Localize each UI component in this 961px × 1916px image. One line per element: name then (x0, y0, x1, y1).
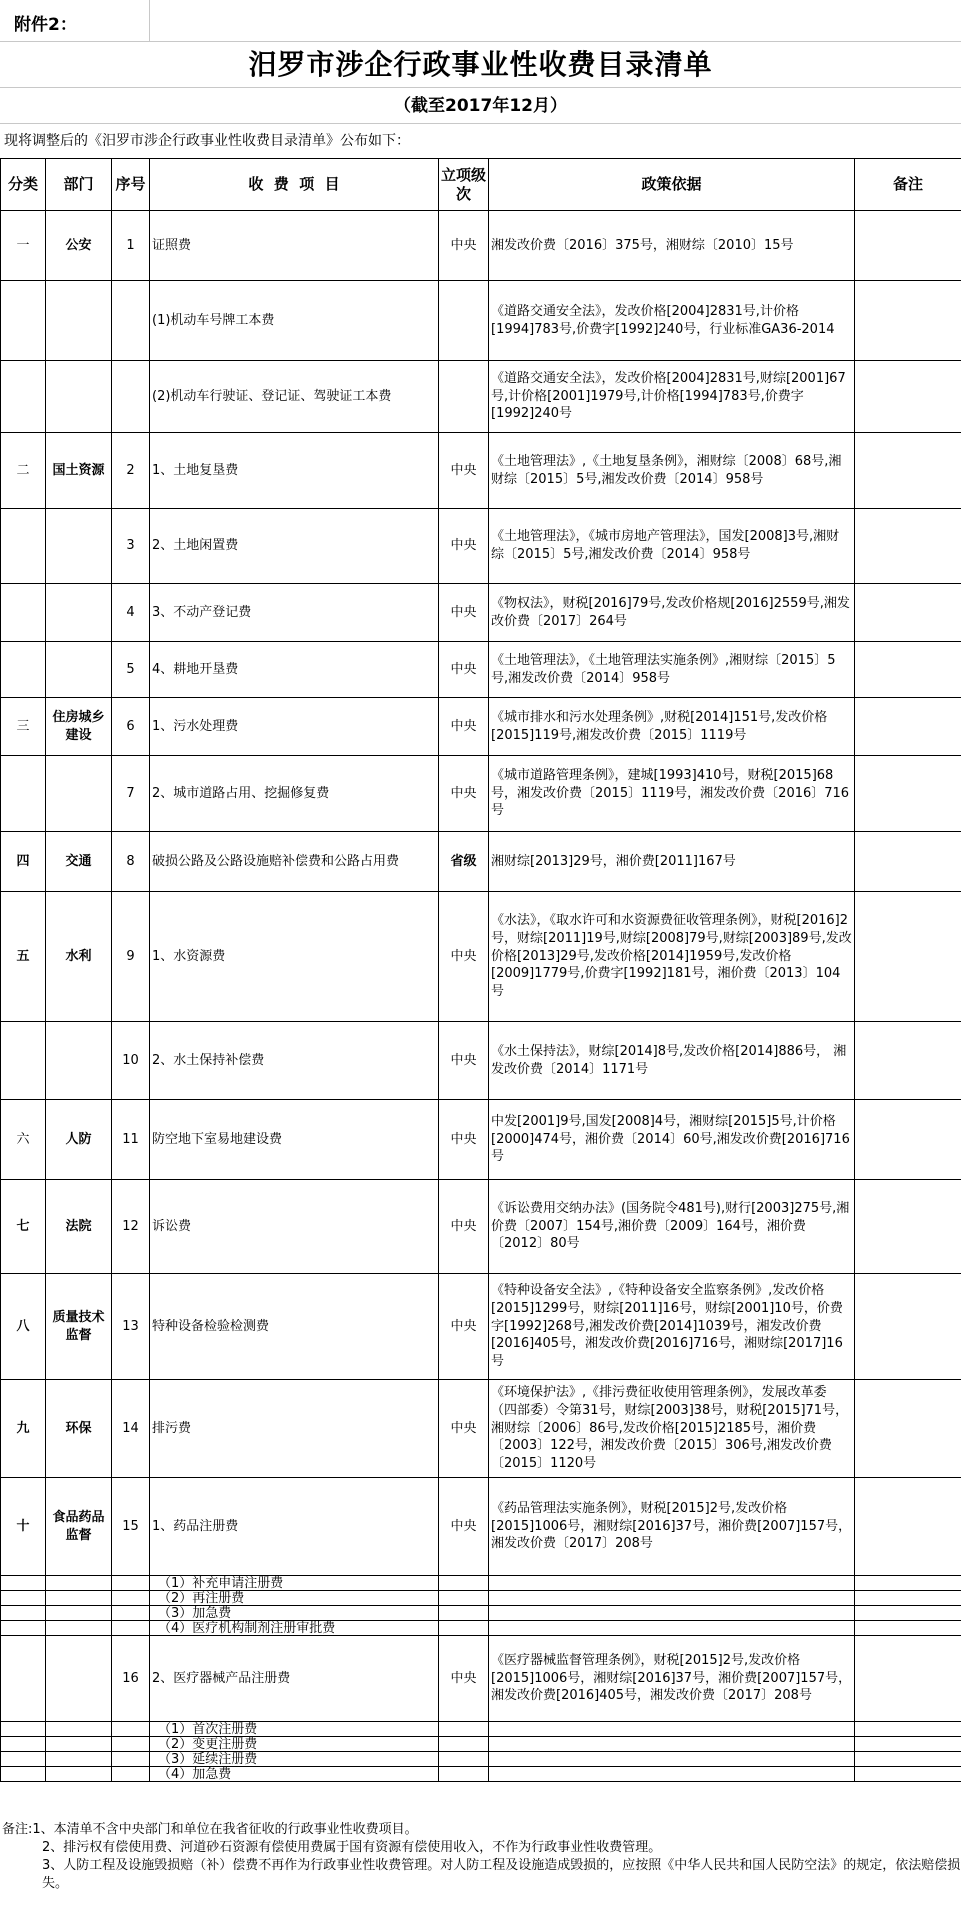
category-cell (1, 756, 46, 832)
policy-basis-cell (489, 1606, 855, 1621)
note-cell (855, 1737, 961, 1752)
note-cell (855, 1752, 961, 1767)
footnote-2: 2、排污权有偿使用费、河道砂石资源有偿使用费属于国有资源有偿使用收入，不作为行政事业性收费管理。 (42, 1840, 662, 1855)
department-cell (46, 1767, 112, 1782)
fee-item-cell: 防空地下室易地建设费 (150, 1100, 439, 1180)
note-cell (855, 1722, 961, 1737)
department-cell: 公安 (46, 211, 112, 281)
header-seq: 序号 (112, 159, 150, 211)
note-cell (855, 756, 961, 832)
table-row (1, 756, 961, 832)
table-row (1, 584, 961, 642)
level-cell: 中央 (439, 1636, 489, 1722)
seq-cell (112, 1752, 150, 1767)
fee-item-cell: 2、土地闲置费 (150, 509, 439, 584)
note-cell (855, 698, 961, 756)
department-cell (46, 1737, 112, 1752)
department-cell (46, 1591, 112, 1606)
header-department: 部门 (46, 159, 112, 211)
table-row (1, 281, 961, 361)
table-row (1, 1621, 961, 1636)
level-cell (439, 1737, 489, 1752)
document-title: 汨罗市涉企行政事业性收费目录清单 (0, 42, 961, 88)
header-basis: 政策依据 (489, 159, 855, 211)
department-cell (46, 1022, 112, 1100)
fee-item-cell: (2)机动车行驶证、登记证、驾驶证工本费 (150, 361, 439, 433)
seq-cell (112, 1737, 150, 1752)
category-cell (1, 1636, 46, 1722)
policy-basis-cell: 湘发改价费〔2016〕375号，湘财综〔2010〕15号 (489, 211, 855, 281)
department-cell (46, 281, 112, 361)
note-cell (855, 211, 961, 281)
policy-basis-cell (489, 1621, 855, 1636)
table-row (1, 361, 961, 433)
policy-basis-cell: 《水土保持法》，财综[2014]8号,发改价格[2014]886号， 湘发改价费〔2014〕1171号 (489, 1022, 855, 1100)
level-cell: 中央 (439, 698, 489, 756)
policy-basis-cell: 《道路交通安全法》，发改价格[2004]2831号,计价格[1994]783号,价费字[1992]240号，行业标准GA36-2014 (489, 281, 855, 361)
category-cell: 一 (1, 211, 46, 281)
department-cell: 住房城乡建设 (46, 698, 112, 756)
note-cell (855, 832, 961, 892)
category-cell: 五 (1, 892, 46, 1022)
table-row (1, 892, 961, 1022)
department-cell: 环保 (46, 1380, 112, 1478)
level-cell: 中央 (439, 1100, 489, 1180)
seq-cell: 15 (112, 1478, 150, 1576)
level-cell: 中央 (439, 1478, 489, 1576)
fee-item-cell: 特种设备检验检测费 (150, 1274, 439, 1380)
seq-cell: 11 (112, 1100, 150, 1180)
fee-item-cell: （1）补充申请注册费 (150, 1576, 439, 1591)
header-level: 立项级次 (439, 159, 489, 211)
department-cell: 质量技术监督 (46, 1274, 112, 1380)
category-cell: 二 (1, 433, 46, 509)
fee-catalog-table (0, 158, 961, 1782)
policy-basis-cell: 《医疗器械监督管理条例》，财税[2015]2号,发改价格[2015]1006号，湘财综[2016]37号，湘价费[2007]157号，湘发改价费[2016]405号，湘发改价费〔2017〕208号 (489, 1636, 855, 1722)
header-note: 备注 (855, 159, 961, 211)
table-row (1, 1737, 961, 1752)
table-row (1, 1022, 961, 1100)
policy-basis-cell: 《药品管理法实施条例》，财税[2015]2号,发改价格[2015]1006号，湘财综[2016]37号，湘价费[2007]157号，湘发改价费〔2017〕208号 (489, 1478, 855, 1576)
fee-item-cell: 3、不动产登记费 (150, 584, 439, 642)
department-cell (46, 756, 112, 832)
fee-item-cell: （3）延续注册费 (150, 1752, 439, 1767)
seq-cell (112, 1722, 150, 1737)
level-cell: 中央 (439, 892, 489, 1022)
level-cell (439, 1606, 489, 1621)
seq-cell (112, 1767, 150, 1782)
note-cell (855, 892, 961, 1022)
fee-item-cell: 1、药品注册费 (150, 1478, 439, 1576)
department-cell: 食品药品监督 (46, 1478, 112, 1576)
department-cell (46, 1621, 112, 1636)
seq-cell: 14 (112, 1380, 150, 1478)
policy-basis-cell (489, 1576, 855, 1591)
policy-basis-cell: 中发[2001]9号,国发[2008]4号，湘财综[2015]5号,计价格[2000]474号，湘价费〔2014〕60号,湘发改价费[2016]716号 (489, 1100, 855, 1180)
level-cell (439, 1767, 489, 1782)
policy-basis-cell: 《水法》，《取水许可和水资源费征收管理条例》，财税[2016]2号，财综[2011]19号,财综[2008]79号,财综[2003]89号,发改价格[2013]29号,发改价格[2014]1959号,发改价格[2009]1779号,价费字[1992]181号，湘价费〔2013〕104号 (489, 892, 855, 1022)
table-row (1, 509, 961, 584)
note-cell (855, 1274, 961, 1380)
fee-item-cell: 1、水资源费 (150, 892, 439, 1022)
policy-basis-cell (489, 1767, 855, 1782)
category-cell: 三 (1, 698, 46, 756)
level-cell: 中央 (439, 1380, 489, 1478)
policy-basis-cell: 《土地管理法》，《城市房地产管理法》，国发[2008]3号,湘财综〔2015〕5号,湘发改价费〔2014〕958号 (489, 509, 855, 584)
fee-item-cell: （2）变更注册费 (150, 1737, 439, 1752)
policy-basis-cell: 湘财综[2013]29号，湘价费[2011]167号 (489, 832, 855, 892)
level-cell (439, 361, 489, 433)
note-cell (855, 1380, 961, 1478)
note-cell (855, 1591, 961, 1606)
category-cell: 四 (1, 832, 46, 892)
policy-basis-cell: 《特种设备安全法》,《特种设备安全监察条例》,发改价格[2015]1299号，财综[2011]16号，财综[2001]10号，价费字[1992]268号,湘发改价费[2014]1039号，湘发改价费[2016]405号，湘发改价费[2016]716号，湘财综[2017]16号 (489, 1274, 855, 1380)
note-cell (855, 1022, 961, 1100)
seq-cell: 2 (112, 433, 150, 509)
category-cell (1, 584, 46, 642)
seq-cell: 5 (112, 642, 150, 698)
level-cell (439, 1621, 489, 1636)
category-cell (1, 1606, 46, 1621)
category-cell (1, 642, 46, 698)
level-cell (439, 1722, 489, 1737)
note-cell (855, 1180, 961, 1274)
note-cell (855, 1606, 961, 1621)
table-row (1, 832, 961, 892)
department-cell (46, 642, 112, 698)
fee-item-cell: （3）加急费 (150, 1606, 439, 1621)
category-cell: 八 (1, 1274, 46, 1380)
note-cell (855, 361, 961, 433)
level-cell: 中央 (439, 1180, 489, 1274)
policy-basis-cell: 《环境保护法》,《排污费征收使用管理条例》，发展改革委（四部委）令第31号，财综[2003]38号，财税[2015]71号， 湘财综〔2006〕86号,发改价格[2015]2185号，湘价费〔2003〕122号，湘发改价费〔2015〕306号,湘发改价费〔2015〕1120号 (489, 1380, 855, 1478)
level-cell (439, 281, 489, 361)
category-cell (1, 281, 46, 361)
category-cell: 九 (1, 1380, 46, 1478)
category-cell (1, 1022, 46, 1100)
document-subtitle: （截至2017年12月） (0, 88, 961, 124)
note-cell (855, 1636, 961, 1722)
cell-divider (149, 0, 150, 42)
note-cell (855, 1767, 961, 1782)
fee-item-cell: （4）加急费 (150, 1767, 439, 1782)
fee-item-cell: 2、水土保持补偿费 (150, 1022, 439, 1100)
fee-item-cell: （4）医疗机构制剂注册审批费 (150, 1621, 439, 1636)
note-cell (855, 281, 961, 361)
fee-item-cell: 2、医疗器械产品注册费 (150, 1636, 439, 1722)
table-row (1, 1591, 961, 1606)
policy-basis-cell: 《土地管理法》，《土地管理法实施条例》,湘财综〔2015〕5号,湘发改价费〔2014〕958号 (489, 642, 855, 698)
category-cell (1, 1722, 46, 1737)
note-cell (855, 1100, 961, 1180)
policy-basis-cell (489, 1737, 855, 1752)
policy-basis-cell: 《诉讼费用交纳办法》(国务院令481号),财行[2003]275号,湘价费〔2007〕154号,湘价费〔2009〕164号，湘价费〔2012〕80号 (489, 1180, 855, 1274)
attachment-label: 附件2： (14, 15, 77, 35)
intro-text: 现将调整后的《汨罗市涉企行政事业性收费目录清单》公布如下： (4, 133, 410, 149)
department-cell (46, 361, 112, 433)
table-row (1, 1274, 961, 1380)
department-cell (46, 584, 112, 642)
note-cell (855, 1478, 961, 1576)
table-row (1, 1180, 961, 1274)
seq-cell (112, 361, 150, 433)
level-cell: 中央 (439, 509, 489, 584)
seq-cell: 16 (112, 1636, 150, 1722)
level-cell (439, 1591, 489, 1606)
level-cell: 中央 (439, 1274, 489, 1380)
policy-basis-cell (489, 1722, 855, 1737)
table-row (1, 1606, 961, 1621)
fee-item-cell: 破损公路及公路设施赔补偿费和公路占用费 (150, 832, 439, 892)
note-cell (855, 1621, 961, 1636)
category-cell: 七 (1, 1180, 46, 1274)
level-cell (439, 1576, 489, 1591)
category-cell (1, 1621, 46, 1636)
seq-cell: 12 (112, 1180, 150, 1274)
policy-basis-cell: 《物权法》，财税[2016]79号,发改价格规[2016]2559号,湘发改价费〔2017〕264号 (489, 584, 855, 642)
header-category: 分类 (1, 159, 46, 211)
note-cell (855, 509, 961, 584)
fee-item-cell: (1)机动车号牌工本费 (150, 281, 439, 361)
note-cell (855, 433, 961, 509)
department-cell (46, 1576, 112, 1591)
department-cell (46, 1606, 112, 1621)
policy-basis-cell: 《道路交通安全法》，发改价格[2004]2831号,财综[2001]67号,计价格[2001]1979号,计价格[1994]783号,价费字[1992]240号 (489, 361, 855, 433)
level-cell: 省级 (439, 832, 489, 892)
fee-item-cell: （2）再注册费 (150, 1591, 439, 1606)
department-cell: 法院 (46, 1180, 112, 1274)
category-cell: 十 (1, 1478, 46, 1576)
note-cell (855, 1576, 961, 1591)
fee-item-cell: 1、土地复垦费 (150, 433, 439, 509)
table-row (1, 211, 961, 281)
policy-basis-cell: 《城市道路管理条例》，建城[1993]410号，财税[2015]68号，湘发改价费〔2015〕1119号，湘发改价费〔2016〕716号 (489, 756, 855, 832)
level-cell: 中央 (439, 433, 489, 509)
fee-item-cell: 排污费 (150, 1380, 439, 1478)
level-cell (439, 1752, 489, 1767)
policy-basis-cell (489, 1591, 855, 1606)
category-cell (1, 509, 46, 584)
seq-cell (112, 1621, 150, 1636)
seq-cell: 13 (112, 1274, 150, 1380)
fee-item-cell: 4、耕地开垦费 (150, 642, 439, 698)
table-row (1, 1100, 961, 1180)
seq-cell: 7 (112, 756, 150, 832)
header-item: 收 费 项 目 (150, 159, 439, 211)
department-cell (46, 1722, 112, 1737)
department-cell (46, 1636, 112, 1722)
seq-cell: 4 (112, 584, 150, 642)
footnote-3: 3、人防工程及设施毁损赔（补）偿费不再作为行政事业性收费管理。对人防工程及设施造成毁损的，应按照《中华人民共和国人民防空法》的规定，依法赔偿损失。 (42, 1858, 961, 1891)
table-row (1, 698, 961, 756)
table-row (1, 1380, 961, 1478)
table-row (1, 642, 961, 698)
category-cell: 六 (1, 1100, 46, 1180)
note-cell (855, 642, 961, 698)
fee-item-cell: （1）首次注册费 (150, 1722, 439, 1737)
category-cell (1, 1752, 46, 1767)
department-cell (46, 509, 112, 584)
department-cell: 交通 (46, 832, 112, 892)
footnote-1: 备注:1、本清单不含中央部门和单位在我省征收的行政事业性收费项目。 (2, 1822, 418, 1837)
seq-cell (112, 281, 150, 361)
category-cell (1, 1767, 46, 1782)
level-cell: 中央 (439, 642, 489, 698)
footnotes (0, 1821, 961, 1893)
seq-cell (112, 1606, 150, 1621)
level-cell: 中央 (439, 756, 489, 832)
department-cell (46, 1752, 112, 1767)
fee-item-cell: 2、城市道路占用、挖掘修复费 (150, 756, 439, 832)
table-row (1, 1767, 961, 1782)
policy-basis-cell: 《城市排水和污水处理条例》,财税[2014]151号,发改价格[2015]119号,湘发改价费〔2015〕1119号 (489, 698, 855, 756)
policy-basis-cell: 《土地管理法》,《土地复垦条例》，湘财综〔2008〕68号,湘财综〔2015〕5号,湘发改价费〔2014〕958号 (489, 433, 855, 509)
table-row (1, 1636, 961, 1722)
note-cell (855, 584, 961, 642)
seq-cell: 6 (112, 698, 150, 756)
category-cell (1, 1737, 46, 1752)
policy-basis-cell (489, 1752, 855, 1767)
level-cell: 中央 (439, 211, 489, 281)
department-cell: 人防 (46, 1100, 112, 1180)
seq-cell (112, 1591, 150, 1606)
category-cell (1, 1576, 46, 1591)
seq-cell: 3 (112, 509, 150, 584)
seq-cell (112, 1576, 150, 1591)
fee-item-cell: 1、污水处理费 (150, 698, 439, 756)
table-row (1, 433, 961, 509)
category-cell (1, 1591, 46, 1606)
table-row (1, 1752, 961, 1767)
seq-cell: 1 (112, 211, 150, 281)
level-cell: 中央 (439, 1022, 489, 1100)
attachment-row (0, 0, 961, 42)
fee-item-cell: 证照费 (150, 211, 439, 281)
table-row (1, 1478, 961, 1576)
table-header-row (1, 159, 961, 211)
department-cell: 水利 (46, 892, 112, 1022)
category-cell (1, 361, 46, 433)
level-cell: 中央 (439, 584, 489, 642)
seq-cell: 8 (112, 832, 150, 892)
fee-item-cell: 诉讼费 (150, 1180, 439, 1274)
table-row (1, 1576, 961, 1591)
seq-cell: 10 (112, 1022, 150, 1100)
table-row (1, 1722, 961, 1737)
department-cell: 国土资源 (46, 433, 112, 509)
seq-cell: 9 (112, 892, 150, 1022)
